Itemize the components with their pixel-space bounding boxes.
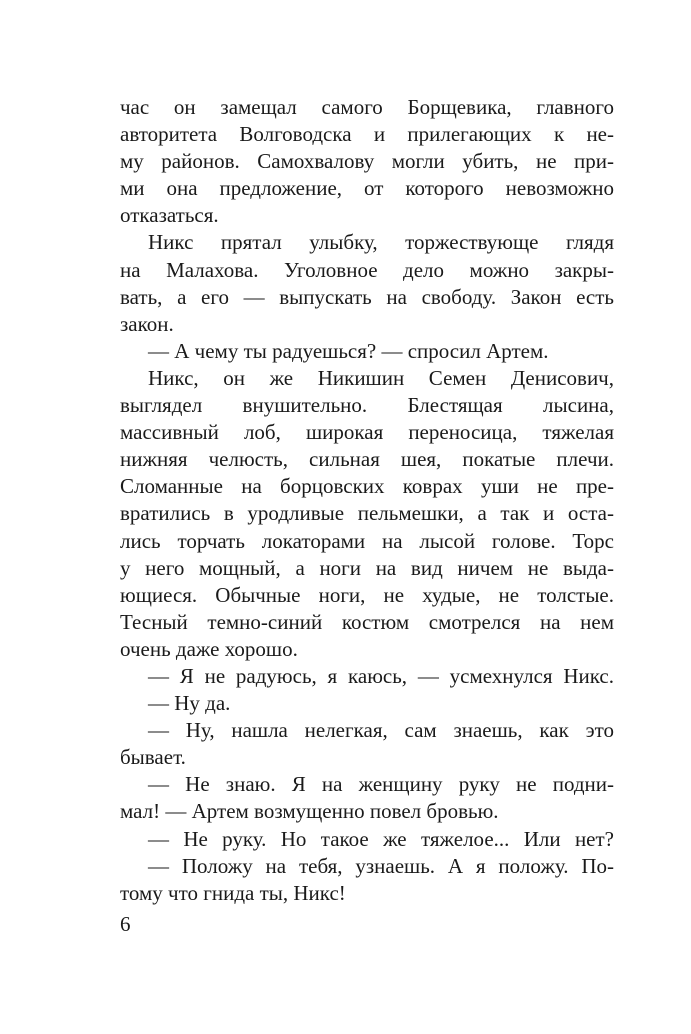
text-line: авторитета Волговодска и прилегающих к не- <box>120 122 614 147</box>
text-line: нижняя челюсть, сильная шея, покатые плечи. <box>120 447 614 472</box>
text-line: лись торчать локаторами на лысой голове. Торс <box>120 528 614 553</box>
text-line: вать, а его — выпускать на свободу. Закон есть <box>120 284 614 309</box>
text-line: отказаться. <box>120 203 219 228</box>
text-line: — Ну, нашла нелегкая, сам знаешь, как это <box>148 718 614 743</box>
text-line: ющиеся. Обычные ноги, не худые, не толстые. <box>120 582 614 607</box>
text-line: Никс, он же Никишин Семен Денисович, <box>148 365 614 390</box>
text-line: выглядел внушительно. Блестящая лысина, <box>120 393 614 418</box>
text-line: ми она предложение, от которого невозможно <box>120 176 614 201</box>
text-line: Сломанные на борцовских коврах уши не пре- <box>120 474 614 499</box>
text-line: закон. <box>120 311 174 336</box>
text-line: час он замещал самого Борщевика, главного <box>120 95 614 119</box>
body-text <box>120 94 614 907</box>
page-number: 6 <box>120 912 131 936</box>
text-line: — Ну да. <box>148 691 231 716</box>
text-line: у него мощный, а ноги на вид ничем не выда- <box>120 555 614 580</box>
text-line: — Не знаю. Я на женщину руку не подни- <box>148 772 614 797</box>
text-line: на Малахова. Уголовное дело можно закры- <box>120 257 614 282</box>
text-line: массивный лоб, широкая переносица, тяжелая <box>120 420 614 445</box>
text-line: — Я не радуюсь, я каюсь, — усмехнулся Никс. <box>148 663 614 688</box>
text-line: бывает. <box>120 745 186 770</box>
text-line: му районов. Самохвалову могли убить, не при- <box>120 149 614 174</box>
text-line: — А чему ты радуешься? — спросил Артем. <box>148 338 549 363</box>
text-line: тому что гнида ты, Никс! <box>120 880 346 905</box>
text-line: очень даже хорошо. <box>120 636 298 661</box>
text-line: — Не руку. Но такое же тяжелое... Или нет? <box>148 826 614 851</box>
text-line: мал! — Артем возмущенно повел бровью. <box>120 799 499 824</box>
text-line: — Положу на тебя, узнаешь. А я положу. По- <box>148 853 614 878</box>
text-line: вратились в уродливые пельмешки, а так и оста- <box>120 501 614 526</box>
text-line: Тесный темно-синий костюм смотрелся на нем <box>120 609 614 634</box>
text-line: Никс прятал улыбку, торжествующе глядя <box>148 230 614 255</box>
